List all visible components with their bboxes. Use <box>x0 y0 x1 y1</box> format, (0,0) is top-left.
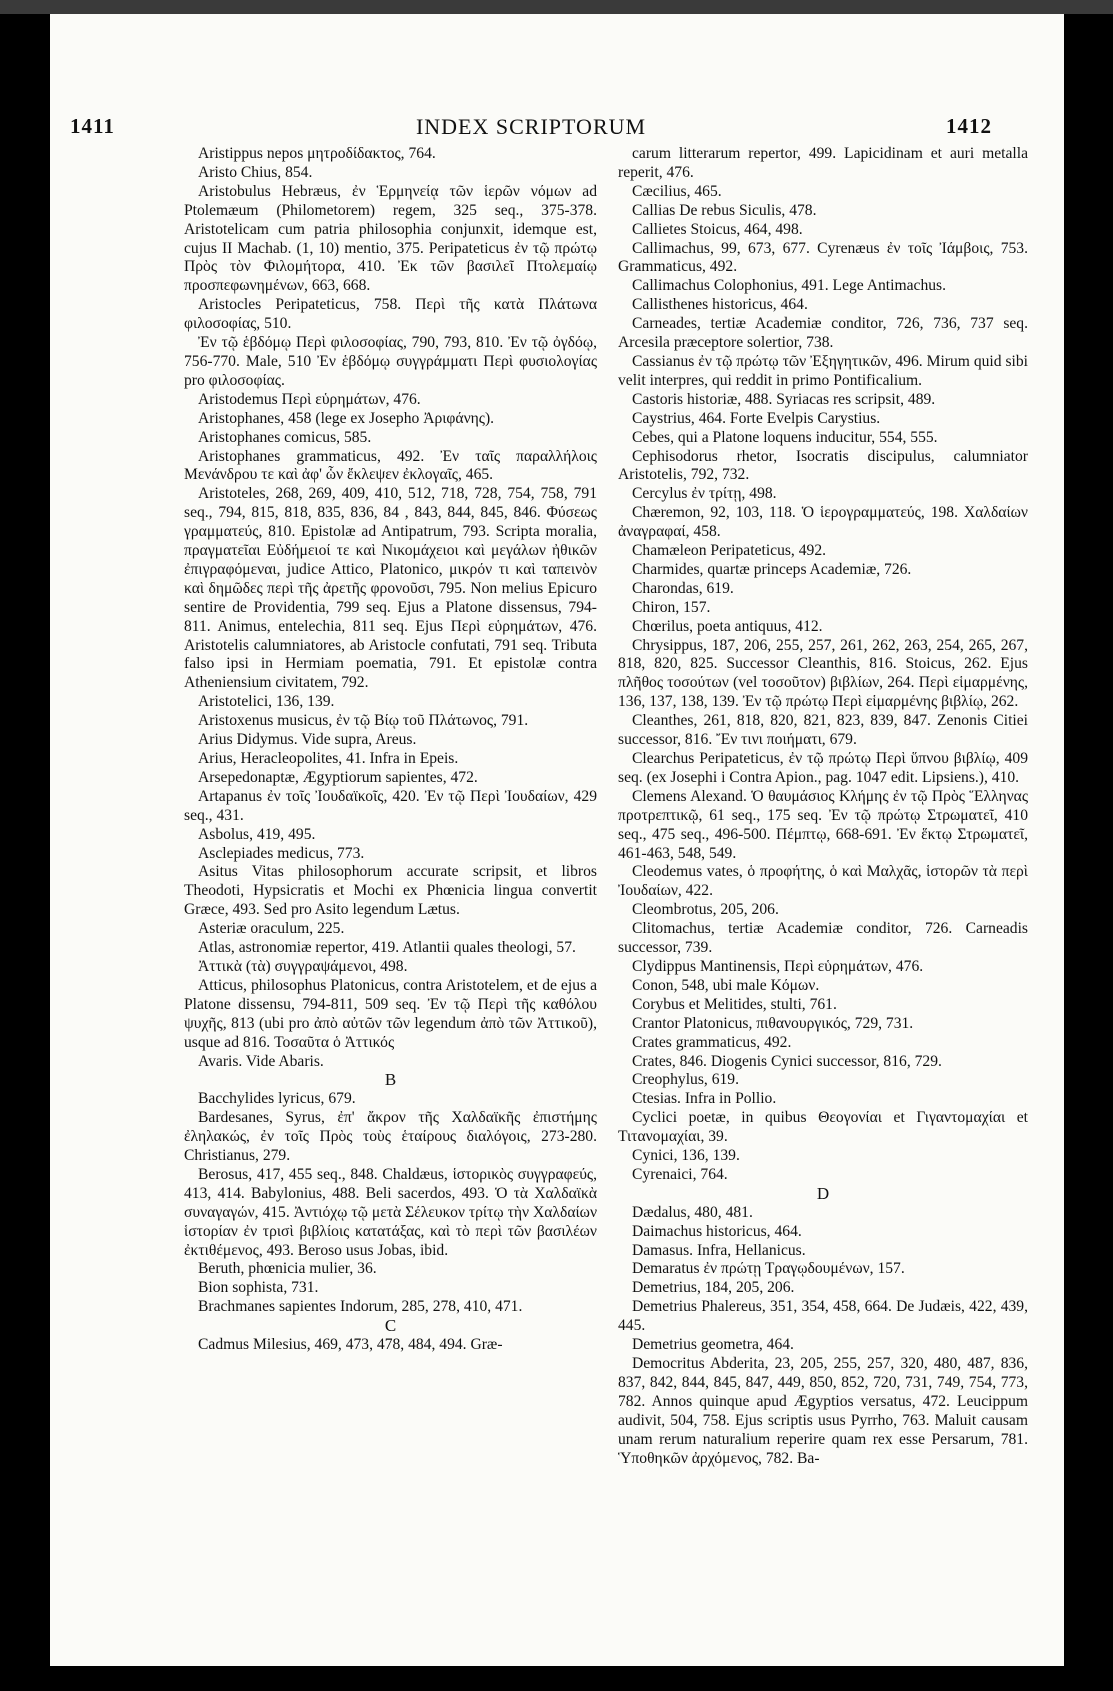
index-entry: Creophylus, 619. <box>632 1071 739 1089</box>
page-title: INDEX SCRIPTORUM <box>415 114 647 139</box>
index-entry: Charmides, quartæ princeps Academiæ, 726. <box>632 560 912 578</box>
index-entry: Callias De rebus Siculis, 478. <box>632 201 817 219</box>
index-entry: Cassianus ἐν τῷ πρώτῳ τῶν Ἐξηγητικῶν, 496. Mirum quid sibi velit interpres, qui reddit in primo Pontificalium. <box>618 352 1028 389</box>
index-entry: Aristoxenus musicus, ἐν τῷ Βίῳ τοῦ Πλάτωνος, 791. <box>198 712 529 730</box>
section-letter: D <box>816 1183 830 1203</box>
index-entry: Cephisodorus rhetor, Isocratis discipulus, calumniator Aristotelis, 792, 732. <box>618 447 1028 484</box>
right-page-number: 1412 <box>946 114 992 138</box>
index-entry: Castoris historiæ, 488. Syriacas res scripsit, 489. <box>632 390 936 408</box>
index-entry: Arius Didymus. Vide supra, Areus. <box>198 731 417 749</box>
index-entry: carum litterarum repertor, 499. Lapicidinam et auri metalla reperit, 476. <box>618 145 1028 181</box>
index-entry: Crates, 846. Diogenis Cynici successor, 816, 729. <box>632 1052 942 1070</box>
index-entry: Ἀττικὰ (τὰ) συγγραψάμενοι, 498. <box>198 957 408 975</box>
index-entry: Asclepiades medicus, 773. <box>198 844 365 862</box>
index-entry: Aristotelici, 136, 139. <box>198 693 335 711</box>
index-entry: Aristodemus Περὶ εὑρημάτων, 476. <box>198 390 421 408</box>
index-entry: Caystrius, 464. Forte Evelpis Carystius. <box>632 409 881 427</box>
index-entry: Artapanus ἐν τοῖς Ἰουδαϊκοῖς, 420. Ἐν τῷ Περὶ Ἰουδαίων, 429 seq., 431. <box>184 787 597 824</box>
index-entry: Bacchylides lyricus, 679. <box>198 1090 356 1108</box>
index-entry: Aristoteles, 268, 269, 409, 410, 512, 718, 728, 754, 758, 791 seq., 794, 815, 818, 835, 836, 84 , 843, 844, 845, 846. Φύσεως γραμματεύς, 810. Epistolæ ad Antipatrum, 793. Scripta moralia, πραγματεῖαι Εὐδήμειοί τε καὶ Νικομάχειοι καὶ μεγάλων ἠθικῶν ἐπιγραφόμεναι, judice Attico, Platonico, μικρόν τι καὶ ταπεινὸν καὶ δημῶδες περὶ τῆς ἀρετῆς φρονοῦσι, 795. Non melius Epicuro sentire de Providentia, 799 seq. Ejus a Platone dissensus, 794-811. Animus, entelechia, 811 seq. Ejus Περὶ εὑρημάτων, 476. Aristotelis calumniatores, ab Aristocle confutati, 791 seq. Tributa falso ipsi in Hermiam poematia, 791. Et epistolæ contra Atheniensium civitatem, 792. <box>184 485 597 692</box>
section-letter: C <box>384 1316 397 1336</box>
index-entry: Clemens Alexand. Ὁ θαυμάσιος Κλήμης ἐν τῷ Πρὸς Ἕλληνας προτρεπτικῷ, 61 seq., 175 seq. Ἐν τῷ πρώτῳ Στρωματεῖ, 410 seq., 475 seq., 496-500. Πέμπτῳ, 668-691. Ἐν ἕκτῳ Στρωματεῖ, 461-463, 548, 549. <box>618 787 1028 862</box>
index-entry: Ctesias. Infra in Pollio. <box>632 1090 777 1108</box>
section-letter: B <box>384 1070 397 1090</box>
index-entry: Callietes Stoicus, 464, 498. <box>632 220 803 238</box>
index-entry: Cleanthes, 261, 818, 820, 821, 823, 839, 847. Zenonis Citiei successor, 816. Ἔν τινι ποιήματι, 679. <box>618 712 1028 749</box>
index-entry: Arius, Heracleopolites, 41. Infra in Epeis. <box>198 750 459 767</box>
index-entry: Damasus. Infra, Hellanicus. <box>632 1241 806 1259</box>
index-entry: Daimachus historicus, 464. <box>632 1222 802 1240</box>
index-entry: Demetrius Phalereus, 351, 354, 458, 664. De Judæis, 422, 439, 445. <box>618 1298 1028 1335</box>
index-entry: Charondas, 619. <box>632 579 734 597</box>
index-entry: Clearchus Peripateticus, ἐν τῷ πρώτῳ Περὶ ὕπνου βιβλίῳ, 409 seq. (ex Josephi i Contra Apion., pag. 1047 edit. Lipsiens.), 410. <box>618 750 1028 786</box>
index-entry: Atlas, astronomiæ repertor, 419. Atlantii quales theologi, 57. <box>198 939 576 957</box>
index-entry: Cyrenaici, 764. <box>632 1165 728 1183</box>
index-entry: Crantor Platonicus, πιθανουργικός, 729, 731. <box>632 1014 914 1032</box>
index-entry: Aristippus nepos μητροδίδακτος, 764. <box>198 145 436 162</box>
index-entry: Cadmus Milesius, 469, 473, 478, 484, 494. Græ- <box>198 1336 503 1354</box>
index-entry: Cebes, qui a Platone loquens inducitur, 554, 555. <box>632 428 938 446</box>
index-entry: Democritus Abderita, 23, 205, 255, 257, 320, 480, 487, 836, 837, 842, 844, 845, 847, 449, 850, 852, 720, 731, 749, 754, 773, 782. Annos quinque apud Ægyptios versatus, 472. Leucippum audivit, 504, 758. Ejus scriptis usus Pyrrho, 763. Maluit causam unam rerum naturalium reperire quam rex esse Persarum, 781. Ὑποθηκῶν ἀρχόμενος, 782. Ba- <box>618 1355 1028 1467</box>
index-entry: Demetrius geometra, 464. <box>632 1336 794 1354</box>
index-entry: Cæcilius, 465. <box>632 182 722 200</box>
index-entry: Clitomachus, tertiæ Academiæ conditor, 726. Carneadis successor, 739. <box>618 920 1028 957</box>
index-entry: Demaratus ἐν πρώτῃ Τραγῳδουμένων, 157. <box>632 1260 905 1278</box>
index-entry: Cyclici poetæ, in quibus Θεογονίαι et Γιγαντομαχίαι et Τιτανομαχίαι, 39. <box>618 1109 1028 1146</box>
index-entry: Beruth, phœnicia mulier, 36. <box>198 1260 377 1278</box>
index-entry: Bion sophista, 731. <box>198 1279 319 1297</box>
index-entry: Avaris. Vide Abaris. <box>198 1052 324 1070</box>
index-entry: Cynici, 136, 139. <box>632 1147 740 1165</box>
index-entry: Aristophanes, 458 (lege ex Josepho Ἀριφάνης). <box>198 409 495 427</box>
index-entry: Chæremon, 92, 103, 118. Ὁ ἱερογραμματεύς, 198. Χαλδαίων ἀναγραφαί, 458. <box>618 504 1028 541</box>
index-entry: Berosus, 417, 455 seq., 848. Chaldæus, ἱστορικὸς συγγραφεύς, 413, 414. Babylonius, 488. Beli sacerdos, 493. Ὁ τὰ Χαλδαϊκὰ συναγαγών, 415. Ἀντιόχῳ τῷ μετὰ Σέλευκον τρίτῳ τὴν Χαλδαίων ἱστορίαν ἐν τρισὶ βιβλίοις κατατάξας, καὶ τὸ περὶ τῶν βασιλέων ἐκτιθέμενος, 493. Beroso usus Jobas, ibid. <box>184 1165 597 1259</box>
index-entry: Aristobulus Hebræus, ἐν Ἑρμηνείᾳ τῶν ἱερῶν νόμων ad Ptolemæum (Philometorem) regem, 325 seq., 375-378. Aristotelicam cum patria philosophia conjunxit, idemque est, cujus II Machab. (1, 10) mentio, 375. Peripateticus ἐν τῷ πρώτῳ Πρὸς τὸν Φιλομήτορα, 410. Ἐκ τῶν βασιλεῖ Πτολεμαίῳ προσπεφωνημένων, 663, 668. <box>184 182 597 295</box>
index-entry: Ἐν τῷ ἑβδόμῳ Περὶ φιλοσοφίας, 790, 793, 810. Ἐν τῷ ὀγδόῳ, 756-770. Male, 510 Ἐν ἑβδόμῳ συγγράμματι Περὶ φυσιολογίας pro φιλοσοφίας. <box>184 334 597 389</box>
index-entry: Chamæleon Peripateticus, 492. <box>632 542 827 560</box>
left-page-number: 1411 <box>70 114 115 138</box>
index-entry: Asteriæ oraculum, 225. <box>198 920 345 938</box>
index-entry: Atticus, philosophus Platonicus, contra Aristotelem, et de ejus a Platone dissensu, 794-811, 509 seq. Ἐν τῷ Περὶ τῆς καθόλου ψυχῆς, 813 (ubi pro ἀπὸ αὐτῶν τῶν legendum ἀπὸ τῶν Ἀττικοῦ), usque ad 816. Τοσαῦτα ὁ Ἀττικός <box>184 976 597 1051</box>
index-entry: Cleombrotus, 205, 206. <box>632 901 779 919</box>
index-entry: Corybus et Melitides, stulti, 761. <box>632 995 837 1013</box>
index-entry: Aristophanes comicus, 585. <box>198 428 372 446</box>
index-entry: Brachmanes sapientes Indorum, 285, 278, 410, 471. <box>198 1298 523 1316</box>
right-column <box>618 145 1028 1468</box>
index-entry: Bardesanes, Syrus, ἐπ' ἄκρον τῆς Χαλδαϊκῆς ἐπιστήμης ἐληλακώς, ἐν τοῖς Πρὸς τοὺς ἑταίρους διαλόγοις, 273-280. Christianus, 279. <box>184 1109 597 1165</box>
index-entry: Callisthenes historicus, 464. <box>632 296 808 314</box>
index-entry: Cleodemus vates, ὁ προφήτης, ὁ καὶ Μαλχᾶς, ἱστορῶν τὰ περὶ Ἰουδαίων, 422. <box>618 863 1028 900</box>
index-entry: Dædalus, 480, 481. <box>632 1203 753 1221</box>
index-entry: Carneades, tertiæ Academiæ conditor, 726, 736, 737 seq. Arcesila præceptore solertior, 738. <box>618 315 1028 352</box>
index-entry: Demetrius, 184, 205, 206. <box>632 1279 795 1297</box>
index-entry: Callimachus Colophonius, 491. Lege Antimachus. <box>632 277 947 295</box>
index-entry: Chiron, 157. <box>632 598 711 616</box>
index-entry: Asitus Vitas philosophorum accurate scripsit, et libros Theodoti, Hypsicratis et Mochi ex Phœnicia lingua convertit Græce, 493. Sed pro Asito legendum Lætus. <box>184 863 597 919</box>
index-entry: Chœrilus, poeta antiquus, 412. <box>632 617 823 635</box>
index-entry: Callimachus, 99, 673, 677. Cyrenæus ἐν τοῖς Ἰάμβοις, 753. Grammaticus, 492. <box>618 239 1028 276</box>
page-header <box>70 96 992 139</box>
index-entry: Asbolus, 419, 495. <box>198 825 316 843</box>
scan-border <box>0 0 1113 14</box>
index-entry: Aristo Chius, 854. <box>198 163 313 181</box>
left-column <box>184 145 597 1355</box>
index-entry: Aristocles Peripateticus, 758. Περὶ τῆς κατὰ Πλάτωνα φιλοσοφίας, 510. <box>184 296 597 333</box>
index-entry: Chrysippus, 187, 206, 255, 257, 261, 262, 263, 254, 265, 267, 818, 820, 825. Successor Cleanthis, 816. Stoicus, 262. Ejus πλῆθος τοσούτων (vel τοσοῦτον) βιβλίων, 264. Περὶ εἱμαρμένης, 136, 137, 138, 139. Ἐν τῷ πρώτῳ Περὶ εἱμαρμένης βιβλίῳ, 262. <box>618 636 1028 711</box>
index-entry: Conon, 548, ubi male Κόμων. <box>632 976 820 994</box>
index-entry: Clydippus Mantinensis, Περὶ εὑρημάτων, 476. <box>632 957 924 975</box>
index-entry: Aristophanes grammaticus, 492. Ἐν ταῖς παραλλήλοις Μενάνδρου τε καὶ ἀφ' ὧν ἔκλεψεν ἐκλογαῖς, 465. <box>184 447 597 484</box>
index-entry: Arsepedonaptæ, Ægyptiorum sapientes, 472. <box>198 768 478 786</box>
index-entry: Crates grammaticus, 492. <box>632 1033 792 1051</box>
index-entry: Cercylus ἐν τρίτῃ, 498. <box>632 485 777 503</box>
